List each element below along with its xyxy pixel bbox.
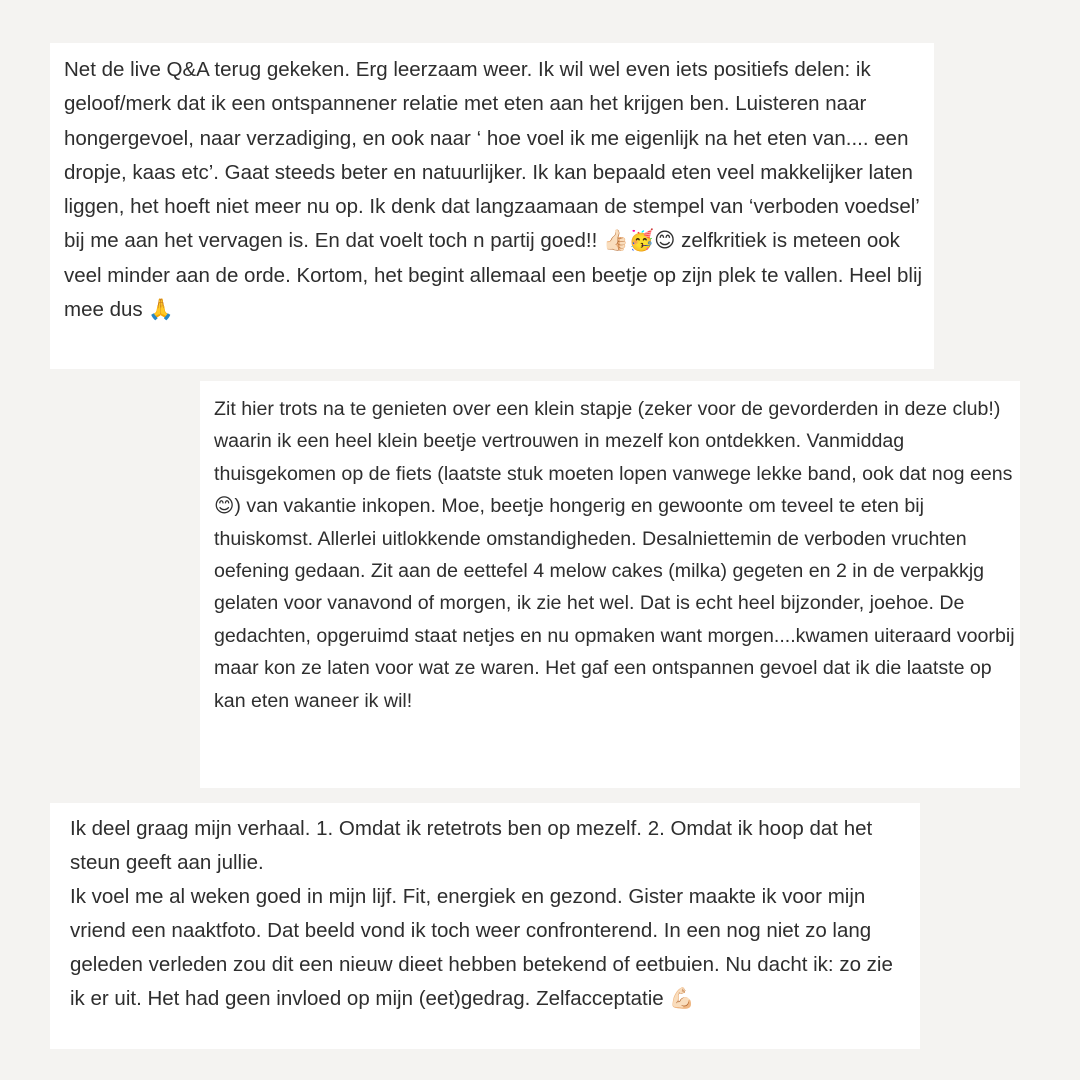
testimonial-text-2: Zit hier trots na te genieten over een klein stapje (zeker voor de gevorderden in deze club!) waarin ik een heel klein beetje vertrouwen in mezelf kon ontdekken. Vanmiddag thuisgekomen op de fiets (laatste stuk moeten lopen vanwege lekke band, ook dat nog eens😊) van vakantie inkopen. Moe, beetje hongerig en gewoonte om teveel te eten bij thuiskomst. Allerlei uitlokkende omstandigheden. Desalniettemin de verboden vruchten oefening gedaan. Zit aan de eettefel 4 melow cakes (milka) gegeten en 2 in de verpakkjg gelaten voor vanavond of morgen, ik zie het wel. Dat is echt heel bijzonder, joehoe. De gedachten, opgeruimd staat netjes en nu opmaken want morgen....kwamen uiteraard voorbij maar kon ze laten voor wat ze waren. Het gaf een ontspannen gevoel dat ik die laatste op kan eten waneer ik wil! [214,398,1015,712]
testimonial-text-3: Ik deel graag mijn verhaal. 1. Omdat ik retetrots ben op mezelf. 2. Omdat ik hoop dat het steun geeft aan jullie. Ik voel me al weken goed in mijn lijf. Fit, energiek en gezond. Gister maakte ik voor mijn vriend een naaktfoto. Dat beeld vond ik toch weer confronterend. In een nog niet zo lang geleden verleden zou dit een nieuw dieet hebben betekend of eetbuien. Nu dacht ik: zo zie ik er uit. Het had geen invloed op mijn (eet)gedrag. Zelfacceptatie 💪🏻 [70,817,893,1010]
testimonial-card-3 [50,803,920,1049]
testimonial-text-1: Net de live Q&A terug gekeken. Erg leerzaam weer. Ik wil wel even iets positiefs delen: ik geloof/merk dat ik een ontspannener relatie met eten aan het krijgen ben. Luisteren naar hongergevoel, naar verzadiging, en ook naar ‘ hoe voel ik me eigenlijk na het eten van.... een dropje, kaas etc’. Gaat steeds beter en natuurlijker. Ik kan bepaald eten veel makkelijker laten liggen, het hoeft niet meer nu op. Ik denk dat langzaamaan de stempel van ‘verboden voedsel’ bij me aan het vervagen is. En dat voelt toch n partij goed!! 👍🏻🥳😊 zelfkritiek is meteen ook veel minder aan de orde. Kortom, het begint allemaal een beetje op zijn plek te vallen. Heel blij mee dus 🙏 [64,58,923,322]
testimonial-card-2 [200,381,1020,788]
testimonial-card-1 [50,43,934,369]
